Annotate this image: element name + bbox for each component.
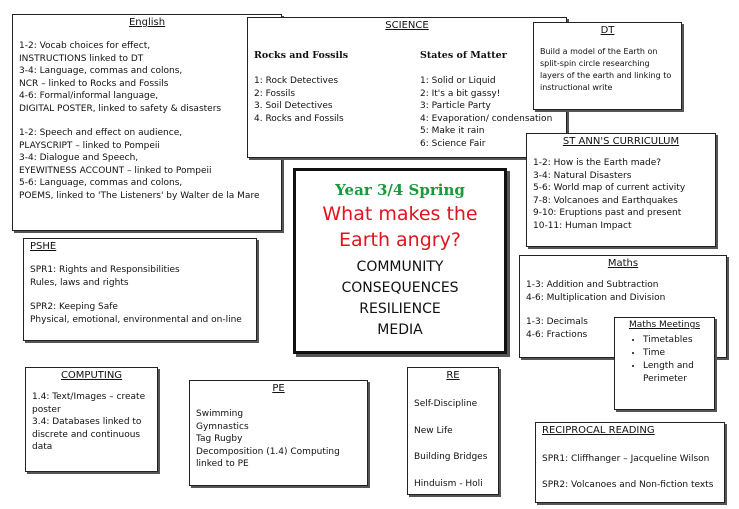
science-item: 2: It's a bit gassy! — [420, 88, 501, 99]
science-col1-heading: Rocks and Fossils — [254, 50, 349, 61]
st-anns-line: 9-10: Eruptions past and present — [533, 208, 682, 218]
science-item: 3. Soil Detectives — [254, 101, 333, 111]
topic-title-box — [293, 168, 507, 354]
pe-line: Swimming — [196, 409, 244, 419]
theme-word: RESILIENCE — [359, 301, 441, 317]
st-anns-line: 10-11: Human Impact — [533, 220, 632, 231]
pshe-line: SPR1: Rights and Responsibilities — [30, 265, 180, 275]
pshe-box — [23, 238, 257, 341]
dt-line: layers of the earth and linking to — [540, 71, 672, 80]
dt-box — [533, 22, 682, 110]
st-anns-title: ST ANN'S CURRICULUM — [562, 136, 680, 147]
theme-word: CONSEQUENCES — [341, 280, 459, 296]
topic-question-line1: What makes the — [322, 203, 478, 225]
computing-line: poster — [32, 404, 61, 415]
maths-line: 1-3: Decimals — [526, 317, 588, 327]
computing-line: 1.4: Text/Images – create — [32, 392, 146, 402]
english-box — [12, 14, 282, 231]
re-title: RE — [446, 370, 460, 381]
english-line: 1-2: Vocab choices for effect, — [19, 41, 151, 51]
science-title: SCIENCE — [385, 20, 429, 31]
computing-title: COMPUTING — [60, 370, 123, 381]
pe-title: PE — [272, 383, 285, 394]
maths-line: 1-3: Addition and Subtraction — [526, 280, 659, 290]
english-line: 1-2: Speech and effect on audience, — [19, 128, 183, 138]
st-anns-line: 1-2: How is the Earth made? — [533, 158, 662, 168]
st-anns-line: 7-8: Volcanoes and Earthquakes — [533, 195, 678, 206]
pshe-line: Rules, laws and rights — [30, 277, 129, 288]
theme-word: MEDIA — [377, 322, 423, 338]
reciprocal-reading-title: RECIPROCAL READING — [542, 425, 655, 436]
pshe-line: SPR2: Keeping Safe — [30, 302, 118, 312]
pshe-line: Physical, emotional, environmental and on-line — [30, 314, 242, 325]
topic-question-line2: Earth angry? — [339, 229, 461, 251]
english-line: INSTRUCTIONS linked to DT — [19, 53, 144, 64]
pe-box — [189, 380, 368, 486]
dt-line: Build a model of the Earth on — [540, 47, 658, 56]
english-line: DIGITAL POSTER, linked to safety & disasters — [19, 103, 222, 114]
maths-line: 4-6: Fractions — [526, 329, 588, 340]
maths-line: 4-6: Multiplication and Division — [526, 292, 666, 303]
english-line: 3-4: Language, commas and colons, — [19, 66, 183, 76]
science-item: 3: Particle Party — [420, 101, 491, 111]
dt-line: instructional write — [540, 83, 613, 92]
science-box — [247, 17, 567, 158]
re-item: New Life — [414, 425, 453, 436]
computing-line: 3.4: Databases linked to — [32, 417, 142, 427]
pe-line: Gymnastics — [196, 421, 249, 432]
st-anns-line: 5-6: World map of current activity — [533, 183, 686, 193]
re-box — [407, 367, 499, 495]
re-item: Building Bridges — [414, 452, 488, 462]
science-item: 6: Science Fair — [420, 138, 486, 149]
topic-question — [296, 201, 504, 253]
science-item: 1: Rock Detectives — [254, 76, 339, 86]
computing-line: discrete and continuous — [32, 429, 141, 440]
re-item: Self-Discipline — [414, 399, 478, 409]
reciprocal-item: SPR2: Volcanoes and Non-fiction texts — [542, 480, 714, 490]
english-line: POEMS, linked to 'The Listeners' by Walter de la Mare — [19, 190, 260, 201]
english-line: 5-6: Language, commas and colons, — [19, 178, 183, 188]
maths-meetings-item: • Time — [643, 347, 710, 360]
re-item: Hinduism - Holi — [414, 478, 483, 489]
science-item: 4. Rocks and Fossils — [254, 113, 344, 124]
english-line: PLAYSCRIPT – linked to Pompeii — [19, 140, 160, 151]
science-item: 2: Fossils — [254, 88, 296, 99]
science-col2-heading: States of Matter — [420, 50, 507, 61]
maths-meetings-box — [614, 317, 715, 410]
pe-line: Decomposition (1.4) Computing — [196, 446, 340, 457]
dt-title: DT — [600, 25, 615, 36]
reciprocal-item: SPR1: Cliffhanger – Jacqueline Wilson — [542, 454, 710, 464]
st-anns-line: 3-4: Natural Disasters — [533, 170, 632, 181]
theme-word: COMMUNITY — [356, 259, 444, 275]
computing-line: data — [32, 442, 53, 452]
pe-line: Tag Rugby — [196, 434, 243, 444]
computing-box — [25, 367, 158, 472]
maths-meetings-title: Maths Meetings — [628, 320, 701, 330]
english-line: EYEWITNESS ACCOUNT – linked to Pompeii — [19, 165, 212, 176]
maths-meetings-item: • Timetables — [643, 334, 710, 347]
maths-meetings-item: • Length and Perimeter — [643, 360, 710, 386]
maths-title: Maths — [607, 258, 639, 269]
english-line: 3-4: Dialogue and Speech, — [19, 153, 139, 163]
english-line: NCR – linked to Rocks and Fossils — [19, 78, 169, 89]
science-item: 5: Make it rain — [420, 126, 485, 136]
st-anns-box — [526, 133, 716, 247]
science-item: 1: Solid or Liquid — [420, 76, 496, 86]
dt-line: split-spin circle researching — [540, 59, 650, 68]
science-item: 4: Evaporation/ condensation — [420, 113, 553, 124]
english-line: 4-6: Formal/informal language, — [19, 91, 159, 101]
reciprocal-reading-box — [535, 422, 725, 503]
pshe-title: PSHE — [30, 241, 57, 252]
term-label: Year 3/4 Spring — [335, 181, 465, 199]
pe-line: linked to PE — [196, 459, 249, 469]
english-title: English — [128, 17, 166, 28]
